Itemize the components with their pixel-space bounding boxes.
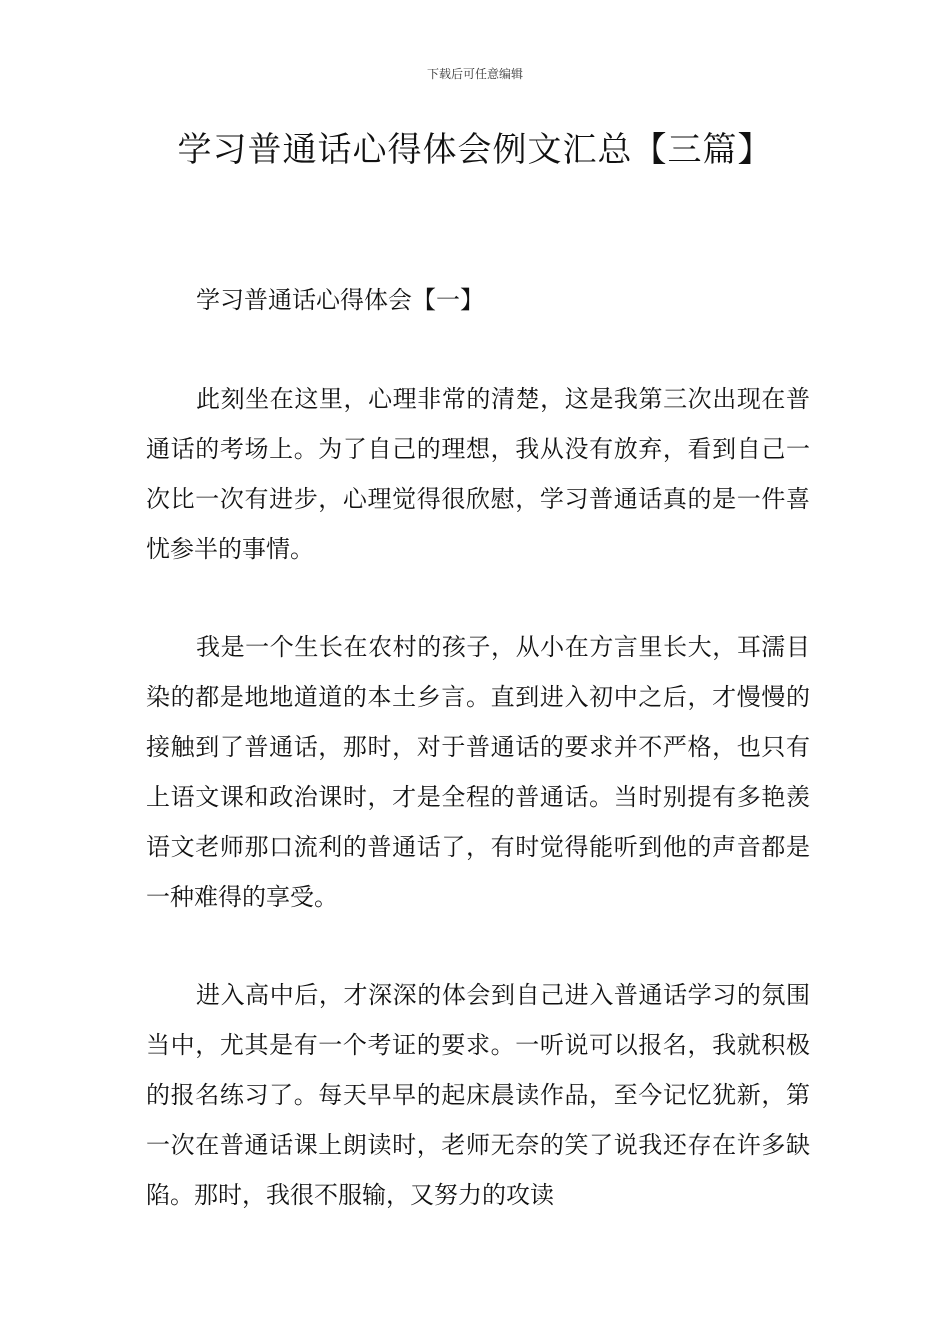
body-paragraph-3: 进入高中后，才深深的体会到自己进入普通话学习的氛围当中，尤其是有一个考证的要求。一听说可以报名，我就积极的报名练习了。每天早早的起床晨读作品，至今记忆犹新，第一次在普通话课上朗读时，老师无奈的笑了说我还存在许多缺陷。那时，我很不服输，又努力的攻读 <box>146 981 810 1209</box>
body-paragraph-1: 此刻坐在这里，心理非常的清楚，这是我第三次出现在普通话的考场上。为了自己的理想，我从没有放弃，看到自己一次比一次有进步，心理觉得很欣慰，学习普通话真的是一件喜忧参半的事情。 <box>146 385 810 563</box>
body-paragraph-2: 我是一个生长在农村的孩子，从小在方言里长大，耳濡目染的都是地地道道的本土乡言。直到进入初中之后，才慢慢的接触到了普通话，那时，对于普通话的要求并不严格，也只有上语文课和政治课时，才是全程的普通话。当时别提有多艳羡语文老师那口流利的普通话了，有时觉得能听到他的声音都是一种难得的享受。 <box>146 633 810 911</box>
document-title: 学习普通话心得体会例文汇总【三篇】 <box>177 130 773 170</box>
section-heading: 学习普通话心得体会【一】 <box>196 286 484 314</box>
header-note: 下载后可任意编辑 <box>426 67 523 81</box>
